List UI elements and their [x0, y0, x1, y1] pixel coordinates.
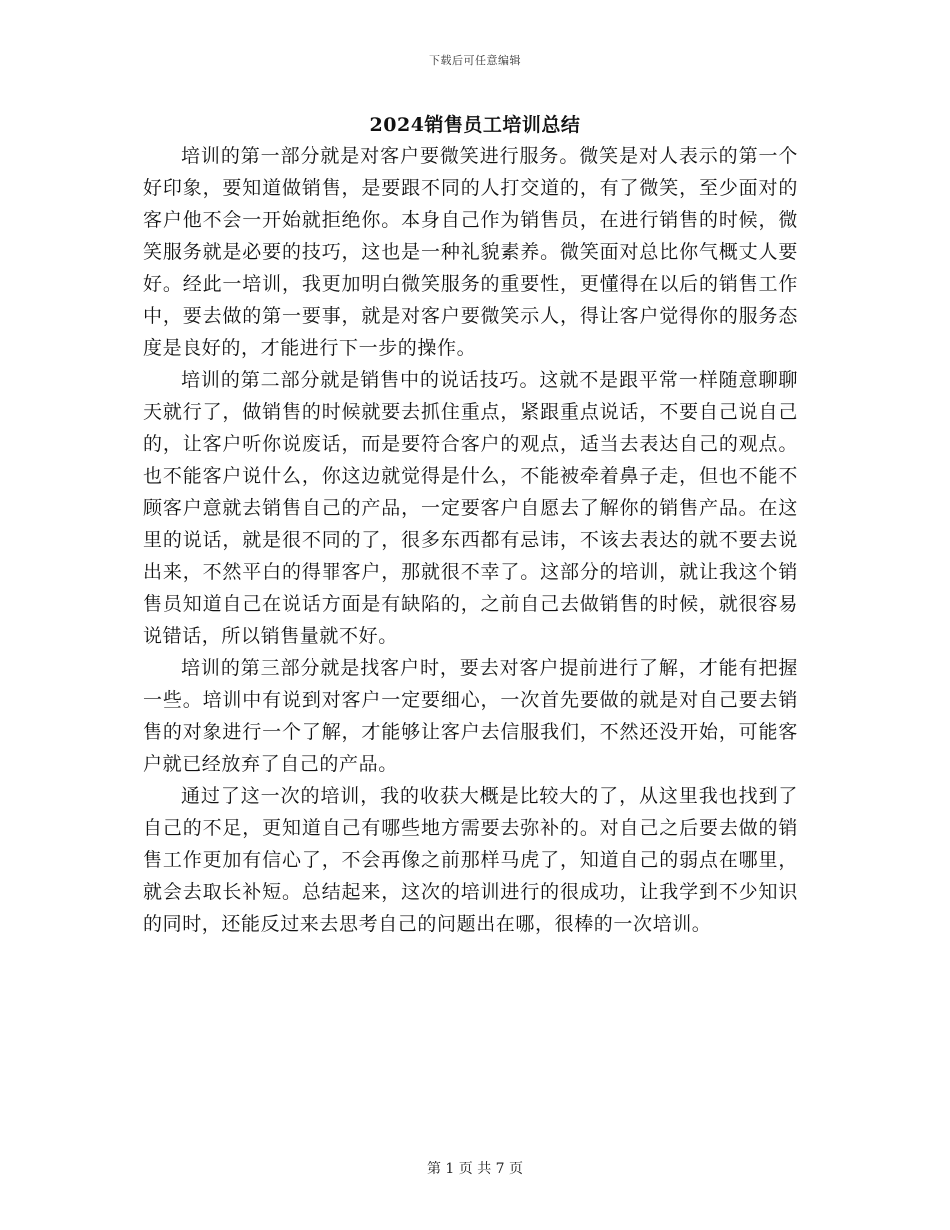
paragraph-4: 通过了这一次的培训，我的收获大概是比较大的了，从这里我也找到了自己的不足，更知道自己有哪些地方需要去弥补的。对自己之后要去做的销售工作更加有信心了，不会再像之前那样马虎了，知道自己的弱点在哪里，就会去取长补短。总结起来，这次的培训进行的很成功，让我学到不少知识的同时，还能反过来去思考自己的问题出在哪，很棒的一次培训。: [143, 785, 798, 935]
paragraph-2: 培训的第二部分就是销售中的说话技巧。这就不是跟平常一样随意聊聊天就行了，做销售的时候就要去抓住重点，紧跟重点说话，不要自己说自己的，让客户听你说废话，而是要符合客户的观点，适当去表达自己的观点。也不能客户说什么，你这边就觉得是什么，不能被牵着鼻子走，但也不能不顾客户意就去销售自己的产品，一定要客户自愿去了解你的销售产品。在这里的说话，就是很不同的了，很多东西都有忌讳，不该去表达的就不要去说出来，不然平白的得罪客户，那就很不幸了。这部分的培训，就让我这个销售员知道自己在说话方面是有缺陷的，之前自己去做销售的时候，就很容易说错话，所以销售量就不好。: [143, 369, 798, 647]
paragraph-1: 培训的第一部分就是对客户要微笑进行服务。微笑是对人表示的第一个好印象，要知道做销售，是要跟不同的人打交道的，有了微笑，至少面对的客户他不会一开始就拒绝你。本身自己作为销售员，在进行销售的时候，微笑服务就是必要的技巧，这也是一种礼貌素养。微笑面对总比你气概丈人要好。经此一培训，我更加明白微笑服务的重要性，更懂得在以后的销售工作中，要去做的第一要事，就是对客户要微笑示人，得让客户觉得你的服务态度是良好的，才能进行下一步的操作。: [143, 145, 798, 359]
page-number: 第 1 页 共 7 页: [426, 1161, 524, 1177]
document-body: [143, 140, 798, 940]
page-header-note: 下载后可任意编辑: [429, 54, 521, 67]
document-title: 2024销售员工培训总结: [369, 114, 581, 136]
paragraph-3: 培训的第三部分就是找客户时，要去对客户提前进行了解，才能有把握一些。培训中有说到对客户一定要细心，一次首先要做的就是对自己要去销售的对象进行一个了解，才能够让客户去信服我们，不然还没开始，可能客户就已经放弃了自己的产品。: [143, 657, 798, 775]
